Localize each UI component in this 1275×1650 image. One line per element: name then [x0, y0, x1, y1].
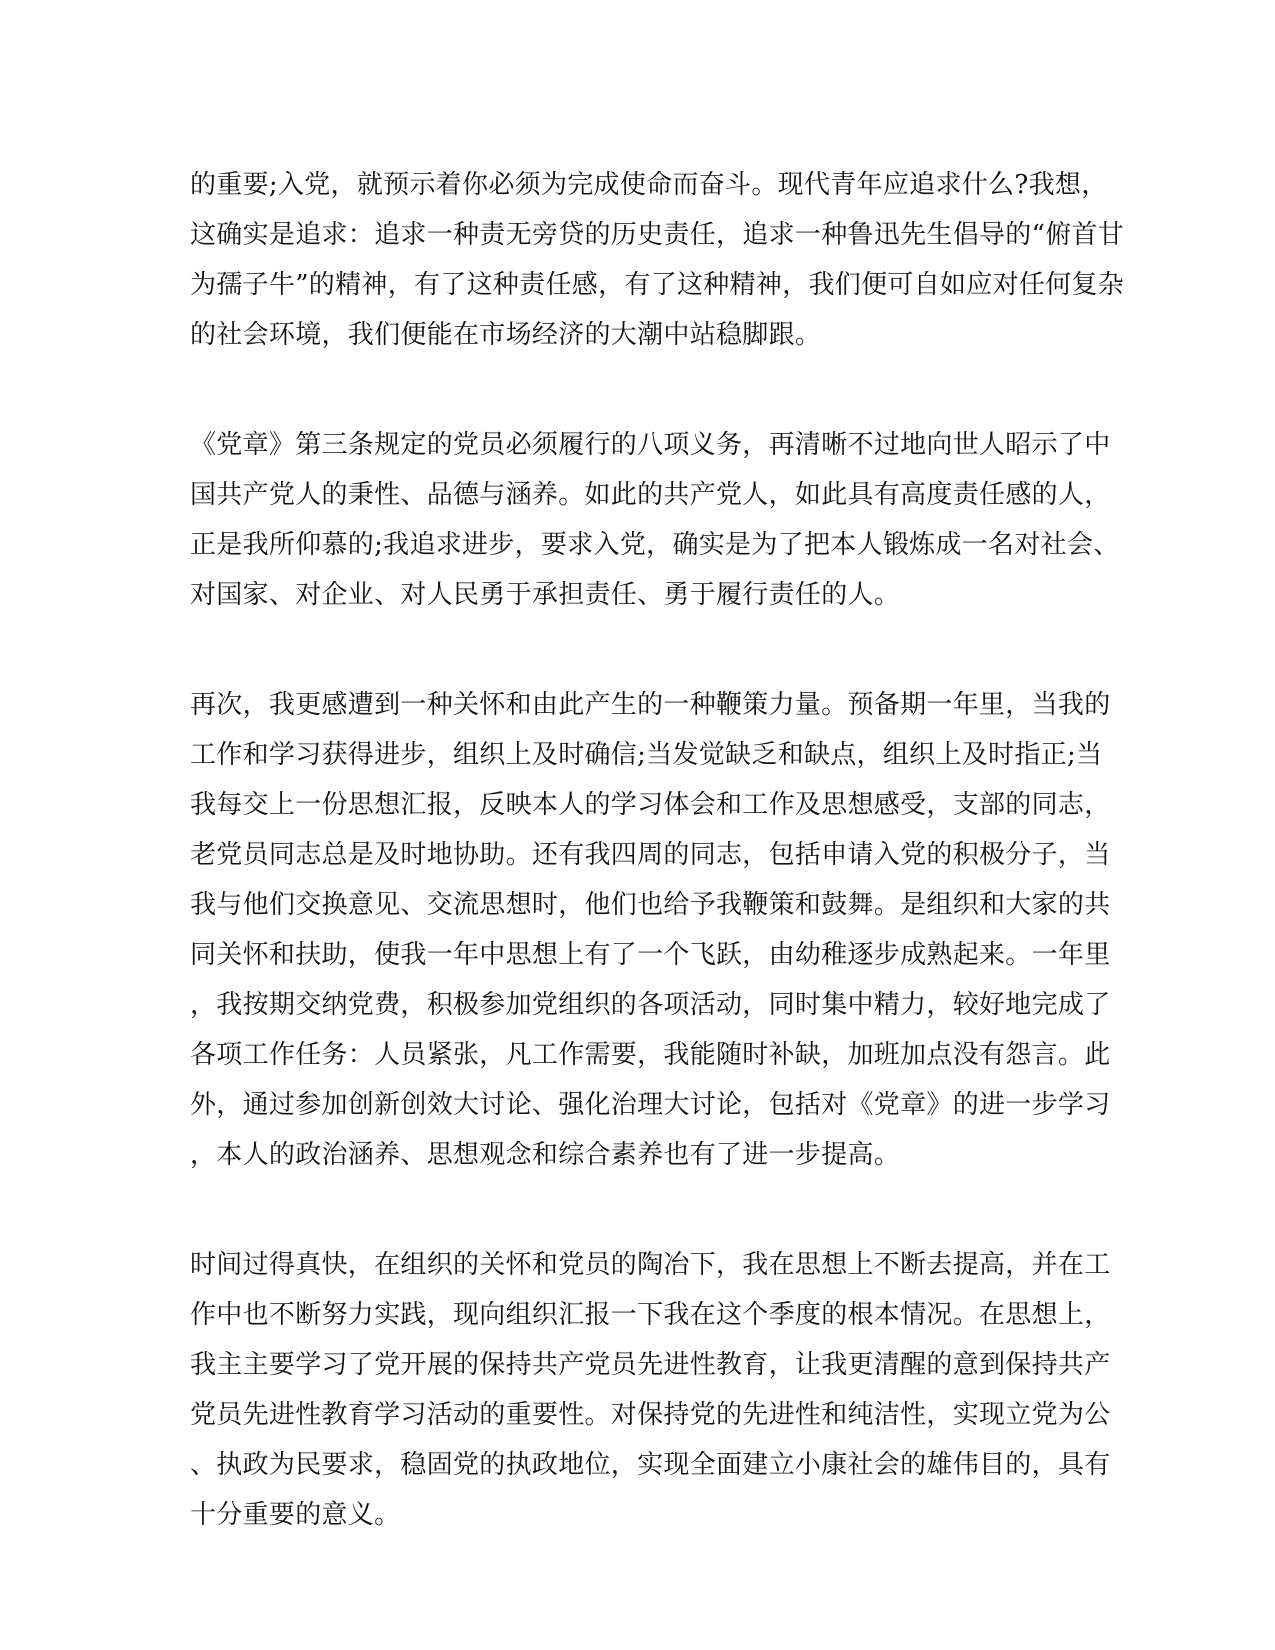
text-line: 我主主要学习了党开展的保持共产党员先进性教育，让我更清醒的意到保持共产 [190, 1350, 1111, 1380]
document-body [190, 160, 1125, 1600]
text-line: 的重要;入党，就预示着你必须为完成使命而奋斗。现代青年应追求什么?我想， [190, 170, 1108, 200]
text-line: 我与他们交换意见、交流思想时，他们也给予我鞭策和鼓舞。是组织和大家的共 [190, 890, 1111, 920]
text-line: 十分重要的意义。 [190, 1500, 401, 1530]
paragraph-1 [190, 160, 1125, 360]
text-line: 我每交上一份思想汇报，反映本人的学习体会和工作及思想感受，支部的同志， [190, 790, 1111, 820]
text-line: 各项工作任务：人员紧张，凡工作需要，我能随时补缺，加班加点没有怨言。此 [190, 1040, 1111, 1070]
text-line: 作中也不断努力实践，现向组织汇报一下我在这个季度的根本情况。在思想上， [190, 1300, 1111, 1330]
text-line: ，本人的政治涵养、思想观念和综合素养也有了进一步提高。 [190, 1140, 901, 1170]
text-line: 这确实是追求：追求一种责无旁贷的历史责任，追求一种鲁迅先生倡导的“俯首甘 [190, 220, 1125, 250]
text-line: 为孺子牛”的精神，有了这种责任感，有了这种精神，我们便可自如应对任何复杂 [190, 270, 1125, 300]
text-line: 、执政为民要求，稳固党的执政地位，实现全面建立小康社会的雄伟目的，具有 [190, 1450, 1111, 1480]
paragraph-3 [190, 680, 1111, 1180]
text-line: 国共产党人的秉性、品德与涵养。如此的共产党人，如此具有高度责任感的人， [190, 480, 1111, 510]
text-line: 的社会环境，我们便能在市场经济的大潮中站稳脚跟。 [190, 320, 822, 350]
paragraph-4 [190, 1240, 1111, 1540]
text-line: 正是我所仰慕的;我追求进步，要求入党，确实是为了把本人锻炼成一名对社会、 [190, 530, 1120, 560]
text-line: 老党员同志总是及时地协助。还有我四周的同志，包括申请入党的积极分子，当 [190, 840, 1111, 870]
text-line: 《党章》第三条规定的党员必须履行的八项义务，再清晰不过地向世人昭示了中 [190, 430, 1111, 460]
text-line: 党员先进性教育学习活动的重要性。对保持党的先进性和纯洁性，实现立党为公 [190, 1400, 1111, 1430]
text-line: 时间过得真快，在组织的关怀和党员的陶冶下，我在思想上不断去提高，并在工 [190, 1250, 1111, 1280]
text-line: 对国家、对企业、对人民勇于承担责任、勇于履行责任的人。 [190, 580, 901, 610]
text-line: 再次，我更感遭到一种关怀和由此产生的一种鞭策力量。预备期一年里，当我的 [190, 690, 1111, 720]
text-line: 同关怀和扶助，使我一年中思想上有了一个飞跃，由幼稚逐步成熟起来。一年里 [190, 940, 1111, 970]
paragraph-2 [190, 420, 1120, 620]
text-line: 工作和学习获得进步，组织上及时确信;当发觉缺乏和缺点，组织上及时指正;当 [190, 740, 1103, 770]
text-line: 外，通过参加创新创效大讨论、强化治理大讨论，包括对《党章》的进一步学习 [190, 1090, 1111, 1120]
text-line: ，我按期交纳党费，积极参加党组织的各项活动，同时集中精力，较好地完成了 [190, 990, 1111, 1020]
